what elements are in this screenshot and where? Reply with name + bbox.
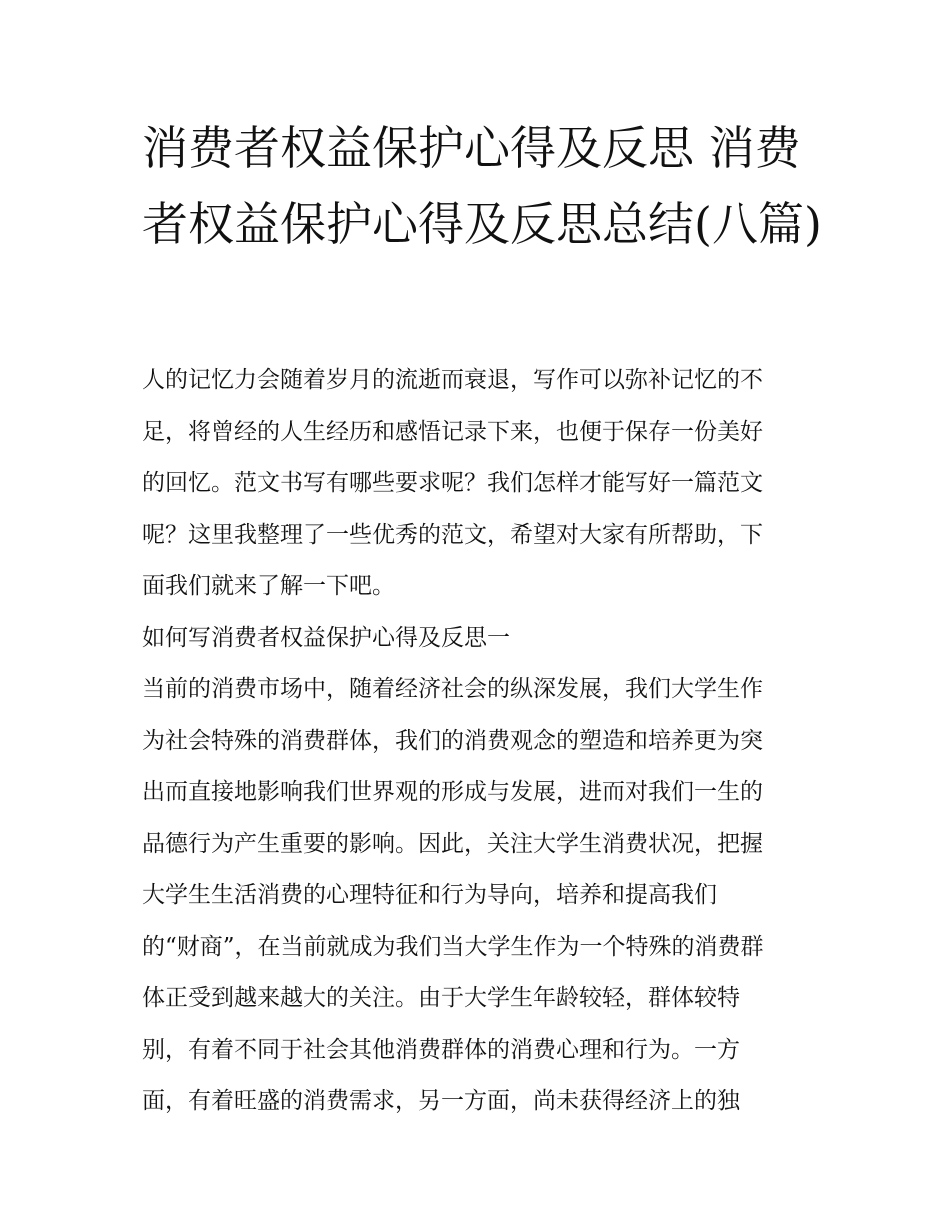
body-line: 足，将曾经的人生经历和感悟记录下来，也便于保存一份美好 — [142, 418, 763, 445]
body-line: 人的记忆力会随着岁月的流逝而衰退，写作可以弥补记忆的不 — [142, 367, 763, 393]
body-line: 大学生生活消费的心理特征和行为导向，培养和提高我们 — [142, 882, 717, 908]
body-line: 当前的消费市场中，随着经济社会的纵深发展，我们大学生作 — [142, 676, 763, 702]
body-line: 的回忆。范文书写有哪些要求呢？我们怎样才能写好一篇范文 — [142, 470, 763, 496]
document-body — [142, 355, 822, 1128]
body-line: 的“财商”，在当前就成为我们当大学生作为一个特殊的消费群 — [142, 933, 764, 960]
body-line: 体正受到越来越大的关注。由于大学生年龄较轻，群体较特 — [142, 985, 740, 1011]
body-line: 出而直接地影响我们世界观的形成与发展，进而对我们一生的 — [142, 779, 763, 805]
body-line: 呢？这里我整理了一些优秀的范文，希望对大家有所帮助，下 — [142, 521, 763, 548]
body-line: 别，有着不同于社会其他消费群体的消费心理和行为。一方 — [142, 1036, 740, 1063]
body-line: 面我们就来了解一下吧。 — [142, 573, 395, 599]
body-line: 品德行为产生重要的影响。因此，关注大学生消费状况，把握 — [142, 830, 763, 857]
section-heading: 如何写消费者权益保护心得及反思一 — [142, 624, 510, 651]
body-line: 为社会特殊的消费群体，我们的消费观念的塑造和培养更为突 — [142, 727, 763, 754]
document-title: 消费者权益保护心得及反思 消费者权益保护心得及反思总结(八篇) — [142, 121, 822, 251]
body-line: 面，有着旺盛的消费需求，另一方面，尚未获得经济上的独 — [142, 1088, 740, 1114]
